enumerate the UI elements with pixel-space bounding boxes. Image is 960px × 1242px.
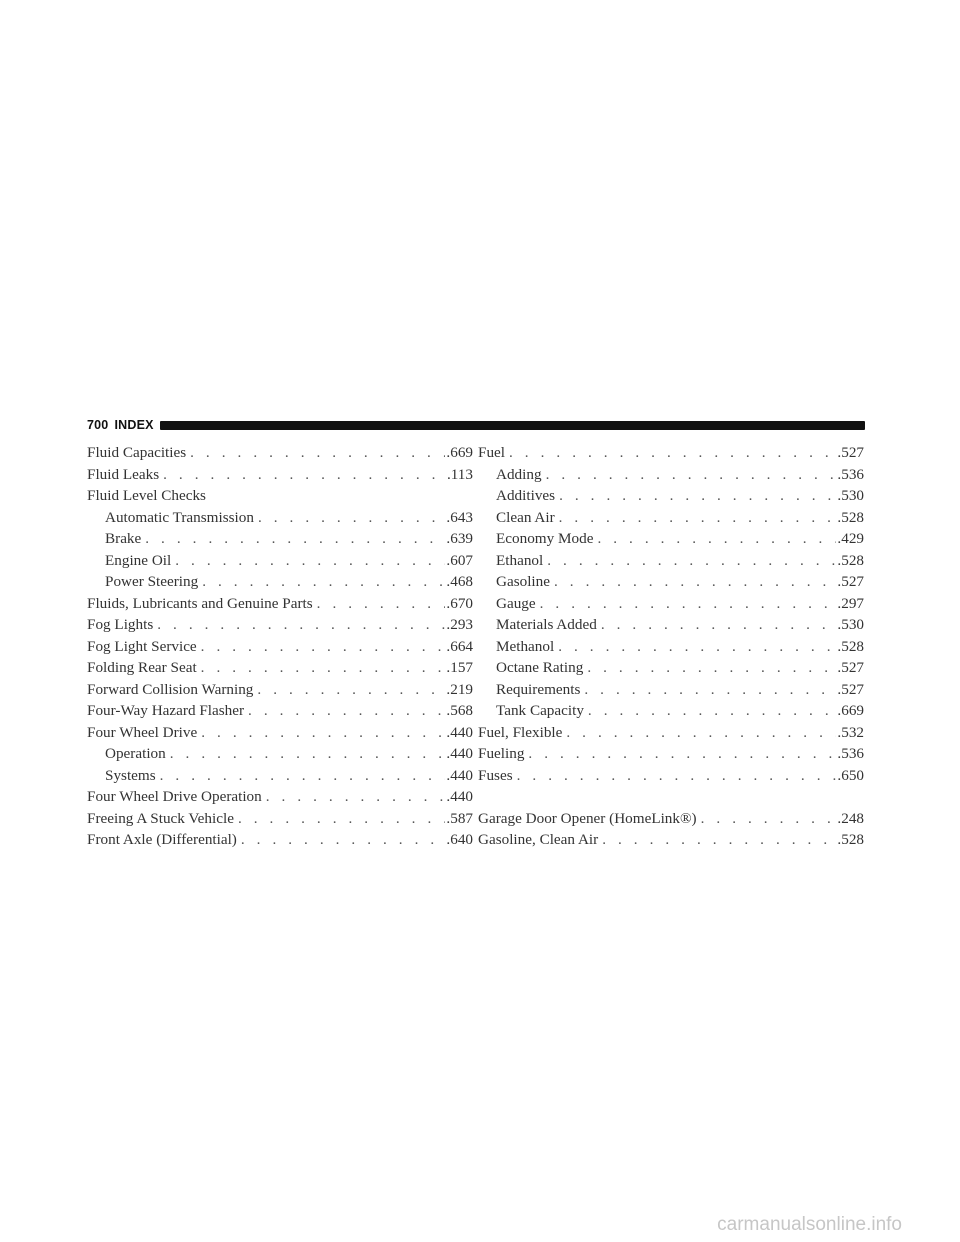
index-entry-label: Freeing A Stuck Vehicle xyxy=(87,809,234,827)
index-entry-label: Fluid Capacities xyxy=(87,444,187,461)
dot-leader xyxy=(141,528,445,550)
dot-leader xyxy=(159,464,446,486)
index-entry xyxy=(87,614,473,636)
index-entry-label: Fuel xyxy=(478,444,506,461)
dot-leader xyxy=(171,550,445,572)
dot-leader xyxy=(598,829,836,851)
page-header xyxy=(87,415,865,435)
index-entry xyxy=(478,808,864,830)
dot-leader xyxy=(197,722,445,744)
index-spacer xyxy=(478,786,864,808)
dot-leader xyxy=(550,571,836,593)
index-entry xyxy=(87,550,473,572)
index-entry-page: .527 xyxy=(837,573,864,590)
index-column-left xyxy=(87,442,473,851)
index-entry-label: Brake xyxy=(105,530,142,547)
index-entry xyxy=(478,442,864,464)
index-entry-label: Operation xyxy=(105,745,166,762)
index-entry-label: Fuses xyxy=(478,766,513,784)
index-entry-label: Fuel, Flexible xyxy=(478,723,563,741)
dot-leader xyxy=(555,507,837,529)
index-entry-page: .440 xyxy=(446,766,473,784)
index-entry xyxy=(478,743,864,765)
index-entry xyxy=(87,593,473,615)
index-entry xyxy=(478,829,864,851)
index-entry xyxy=(478,636,864,658)
dot-leader xyxy=(505,442,836,464)
index-entry-page: .297 xyxy=(837,594,864,612)
index-entry xyxy=(87,528,473,550)
index-entry-page: .669 xyxy=(446,444,473,461)
index-entry-page: .429 xyxy=(837,530,864,547)
dot-leader xyxy=(524,743,836,765)
dot-leader xyxy=(584,700,837,722)
dot-leader xyxy=(583,657,836,679)
index-entry-page: .664 xyxy=(446,637,473,655)
dot-leader xyxy=(543,550,836,572)
watermark: carmanualsonline.info xyxy=(717,1214,902,1235)
dot-leader xyxy=(156,765,446,787)
index-entry-page: .536 xyxy=(837,745,864,762)
index-entry xyxy=(87,700,473,722)
index-entry xyxy=(87,808,473,830)
dot-leader xyxy=(562,722,836,744)
index-entry-page: .527 xyxy=(837,659,864,676)
index-entry-label: Garage Door Opener (HomeLink®) xyxy=(478,809,697,827)
dot-leader xyxy=(536,593,837,615)
index-entry-label: Tank Capacity xyxy=(496,702,584,719)
index-entry-page: .528 xyxy=(837,831,864,848)
index-entry xyxy=(87,442,473,464)
index-entry xyxy=(87,657,473,679)
dot-leader xyxy=(597,614,837,636)
index-entry-label: Gauge xyxy=(496,594,536,612)
dot-leader xyxy=(554,636,836,658)
index-entry-label: Fog Lights xyxy=(87,616,154,633)
index-entry xyxy=(478,528,864,550)
dot-leader xyxy=(166,743,446,765)
index-entry xyxy=(87,507,473,529)
index-entry-page: .527 xyxy=(837,444,864,461)
index-entry xyxy=(87,464,473,486)
index-entry xyxy=(478,464,864,486)
index-entry-label: Forward Collision Warning xyxy=(87,680,254,698)
index-entry-label: Engine Oil xyxy=(105,551,172,569)
index-entry xyxy=(478,722,864,744)
index-entry-page: .587 xyxy=(446,809,473,827)
dot-leader xyxy=(542,464,837,486)
index-entry-page: .528 xyxy=(837,637,864,655)
index-entry xyxy=(87,786,473,808)
dot-leader xyxy=(197,636,446,658)
index-entry-page: .248 xyxy=(837,809,864,827)
dot-leader xyxy=(697,808,837,830)
index-entry-label: Systems xyxy=(105,766,156,784)
index-entry xyxy=(87,722,473,744)
index-entry-page: .568 xyxy=(446,702,473,719)
index-entry-label: Materials Added xyxy=(496,616,597,633)
dot-leader xyxy=(234,808,445,830)
index-entry-page: .639 xyxy=(446,530,473,547)
index-entry-page: .643 xyxy=(446,508,473,526)
page-number: 700 xyxy=(87,418,109,432)
index-entry-label: Folding Rear Seat xyxy=(87,659,197,676)
index-entry-page: .440 xyxy=(446,723,473,741)
index-entry-page: .530 xyxy=(837,616,864,633)
index-entry-label: Fog Light Service xyxy=(87,637,197,655)
index-entry-page: .219 xyxy=(446,680,473,698)
index-entry-page: .607 xyxy=(446,551,473,569)
index-entry-label: Additives xyxy=(496,487,556,504)
index-entry-page: .530 xyxy=(837,487,864,504)
dot-leader xyxy=(237,829,446,851)
index-entry-page: .293 xyxy=(446,616,473,633)
index-entry-label: Gasoline, Clean Air xyxy=(478,831,599,848)
dot-leader xyxy=(555,485,836,507)
dot-leader xyxy=(254,507,445,529)
index-entry-label: Four-Way Hazard Flasher xyxy=(87,702,245,719)
index-entry-page: .650 xyxy=(837,766,864,784)
index-entry xyxy=(478,507,864,529)
index-entry xyxy=(478,485,864,507)
index-entry-label: Requirements xyxy=(496,680,581,698)
index-entry-label: Fluids, Lubricants and Genuine Parts xyxy=(87,594,313,612)
index-entry xyxy=(478,614,864,636)
dot-leader xyxy=(513,765,837,787)
index-entry xyxy=(478,550,864,572)
index-column-right xyxy=(478,442,864,851)
dot-leader xyxy=(197,657,446,679)
index-entry-label: Octane Rating xyxy=(496,659,584,676)
index-entry-label: Four Wheel Drive xyxy=(87,723,198,741)
index-entry-page: .640 xyxy=(446,831,473,848)
index-entry-label: Adding xyxy=(496,465,542,483)
header-rule xyxy=(160,421,865,430)
index-entry xyxy=(478,657,864,679)
index-entry-page: .528 xyxy=(837,508,864,526)
index-entry-label: Fluid Leaks xyxy=(87,465,160,483)
index-entry-page: .440 xyxy=(446,745,473,762)
index-entry xyxy=(87,829,473,851)
index-entry-page: .536 xyxy=(837,465,864,483)
dot-leader xyxy=(198,571,445,593)
index-entry xyxy=(87,679,473,701)
index-entry xyxy=(478,700,864,722)
index-entry-label: Clean Air xyxy=(496,508,555,526)
index-entry xyxy=(87,765,473,787)
dot-leader xyxy=(262,786,446,808)
index-entry xyxy=(87,485,473,507)
index-entry xyxy=(87,571,473,593)
index-entry-label: Front Axle (Differential) xyxy=(87,831,237,848)
index-entry-page: .468 xyxy=(446,573,473,590)
index-entry-label: Economy Mode xyxy=(496,530,594,547)
index-entry xyxy=(87,743,473,765)
dot-leader xyxy=(580,679,836,701)
index-entry-page: .669 xyxy=(837,702,864,719)
dot-leader xyxy=(253,679,445,701)
index-entry-page: .527 xyxy=(837,680,864,698)
index-entry-page: .670 xyxy=(446,594,473,612)
dot-leader xyxy=(244,700,445,722)
index-entry-label: Gasoline xyxy=(496,573,550,590)
dot-leader xyxy=(186,442,445,464)
index-entry-page: .528 xyxy=(837,551,864,569)
index-entry-label: Fueling xyxy=(478,745,525,762)
index-entry-label: Power Steering xyxy=(105,573,199,590)
index-entry-page: .440 xyxy=(446,788,473,805)
index-entry-label: Automatic Transmission xyxy=(105,508,254,526)
index-entry-label: Four Wheel Drive Operation xyxy=(87,788,262,805)
index-entry-page: .157 xyxy=(446,659,473,676)
dot-leader xyxy=(313,593,446,615)
index-entry-label: Fluid Level Checks xyxy=(87,487,206,504)
index-entry-page: .532 xyxy=(837,723,864,741)
index-entry-label: Ethanol xyxy=(496,551,544,569)
dot-leader xyxy=(593,528,836,550)
index-entry xyxy=(87,636,473,658)
index-entry-label: Methanol xyxy=(496,637,555,655)
index-entry xyxy=(478,765,864,787)
index-entry xyxy=(478,679,864,701)
index-entry-page: .113 xyxy=(446,465,473,483)
index-entry xyxy=(478,571,864,593)
index-entry xyxy=(478,593,864,615)
section-title: INDEX xyxy=(114,418,154,432)
dot-leader xyxy=(153,614,445,636)
